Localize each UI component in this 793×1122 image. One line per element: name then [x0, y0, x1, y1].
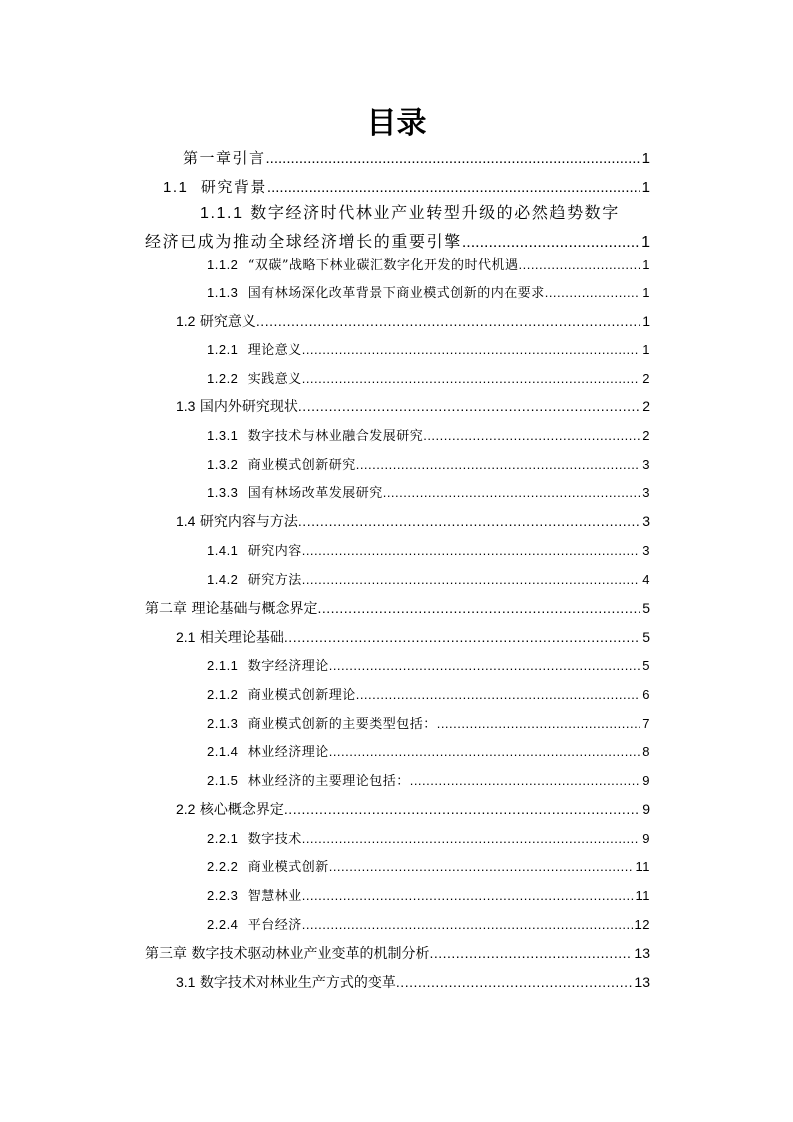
- toc-page-number: 1: [641, 234, 650, 251]
- toc-leader-dots: [284, 629, 640, 645]
- toc-page-number: 1: [641, 179, 650, 196]
- toc-entry-1-2-1[interactable]: [207, 339, 650, 358]
- toc-leader-dots: [462, 234, 639, 252]
- toc-leader-dots: [396, 974, 633, 990]
- toc-entry-text: 实践意义: [247, 372, 302, 387]
- toc-page-number: 1: [642, 342, 650, 357]
- toc-entry-1-3-2[interactable]: [207, 454, 650, 473]
- toc-page-number: 13: [634, 974, 650, 990]
- toc-leader-dots: [410, 773, 641, 788]
- toc-entry-number: 1.1.2: [207, 257, 239, 272]
- toc-entry-2-1-3[interactable]: [207, 713, 650, 732]
- toc-leader-dots: [518, 257, 640, 272]
- toc-entry-text: 国有林场深化改革背景下商业模式创新的内在要求: [247, 286, 545, 301]
- toc-entry-number: 1.1.3: [207, 285, 239, 300]
- toc-entry-1-4-2[interactable]: [207, 569, 650, 588]
- toc-leader-dots: [302, 543, 641, 558]
- toc-entry-text: 商业模式创新理论: [247, 688, 356, 703]
- toc-entry-1-1-2[interactable]: [207, 254, 650, 273]
- toc-leader-dots: [302, 917, 633, 932]
- toc-page-number: 9: [642, 801, 650, 817]
- toc-leader-dots: [317, 600, 640, 616]
- toc-entry-text: 商业模式创新研究: [247, 458, 356, 473]
- toc-page-number: 11: [635, 888, 650, 903]
- toc-leader-dots: [437, 716, 641, 731]
- toc-entry-text: 相关理论基础: [199, 630, 284, 646]
- toc-page-number: 5: [642, 629, 650, 645]
- toc-entry-text: 数字技术与林业融合发展研究: [247, 429, 424, 444]
- toc-entry-number: 1.4: [176, 513, 196, 529]
- toc-entry-number: 2.2.3: [207, 888, 239, 903]
- toc-entry-number: 1.4.2: [207, 572, 239, 587]
- toc-leader-dots: [298, 513, 640, 529]
- toc-leader-dots: [298, 398, 640, 414]
- toc-page-number: 3: [642, 485, 650, 500]
- toc-entry-number: 1.1: [163, 179, 189, 196]
- toc-entry-1-3[interactable]: [176, 396, 650, 416]
- toc-leader-dots: [302, 371, 641, 386]
- toc-entry-text: 数字技术对林业生产方式的变革: [199, 975, 396, 991]
- toc-leader-dots: [329, 658, 641, 673]
- toc-page-number: 2: [642, 398, 650, 414]
- toc-entry-text: 第一章引言: [183, 149, 266, 167]
- toc-entry-number: 2.2.2: [207, 859, 239, 874]
- toc-entry-3-1[interactable]: [176, 972, 650, 992]
- toc-entry-number: 3.1: [176, 974, 196, 990]
- toc-entry-chapter-1[interactable]: [183, 147, 650, 168]
- toc-entry-text: 林业经济理论: [247, 745, 329, 760]
- toc-entry-number: 1.2.2: [207, 371, 239, 386]
- toc-leader-dots: [423, 428, 640, 443]
- toc-leader-dots: [356, 457, 641, 472]
- toc-page-number: 2: [642, 428, 650, 443]
- toc-page-number: 1: [642, 313, 650, 329]
- toc-page-number: 3: [642, 543, 650, 558]
- toc-entry-2-2-1[interactable]: [207, 828, 650, 847]
- toc-leader-dots: [302, 831, 641, 846]
- toc-entry-number: 2.1.1: [207, 658, 239, 673]
- toc-entry-2-2-4[interactable]: [207, 914, 650, 933]
- toc-entry-number: 1.3: [176, 398, 196, 414]
- toc-entry-number: 2.2.4: [207, 917, 239, 932]
- toc-entry-text: 智慧林业: [247, 889, 302, 904]
- toc-page-number: 8: [642, 744, 650, 759]
- toc-page-number: 9: [642, 831, 650, 846]
- toc-entry-text: 研究方法: [247, 573, 302, 588]
- toc-page-number: 7: [642, 716, 650, 731]
- toc-leader-dots: [329, 744, 641, 759]
- toc-page-number: 3: [642, 457, 650, 472]
- toc-entry-2-2-3[interactable]: [207, 885, 650, 904]
- toc-entry-number: 2.1: [176, 629, 196, 645]
- toc-entry-text: 国有林场改革发展研究: [247, 486, 383, 501]
- toc-entry-chapter-2[interactable]: [145, 598, 650, 618]
- toc-entry-1-1-3[interactable]: [207, 282, 650, 301]
- toc-entry-2-1-5[interactable]: [207, 770, 650, 789]
- toc-entry-text: 核心概念界定: [199, 802, 284, 818]
- toc-leader-dots: [266, 150, 640, 167]
- toc-entry-text: “双碳”战略下林业碳汇数字化开发的时代机遇: [247, 258, 519, 273]
- toc-page-number: 1: [641, 150, 650, 167]
- toc-entry-number: 1.3.2: [207, 457, 239, 472]
- toc-entry-text: 平台经济: [247, 918, 302, 933]
- toc-entry-number: 1.2.1: [207, 342, 239, 357]
- toc-leader-dots: [429, 945, 632, 961]
- toc-page-number: 1: [642, 257, 650, 272]
- toc-leader-dots: [256, 313, 640, 329]
- toc-leader-dots: [302, 342, 641, 357]
- toc-entry-number: 2.1.2: [207, 687, 239, 702]
- toc-leader-dots: [302, 888, 634, 903]
- toc-page-number: 9: [642, 773, 650, 788]
- toc-entry-number: 2.1.3: [207, 716, 239, 731]
- toc-entry-number: 2.1.5: [207, 773, 239, 788]
- toc-entry-number: 1.4.1: [207, 543, 239, 558]
- toc-page-number: 12: [634, 917, 650, 932]
- toc-entry-number: 1.1.1: [200, 205, 244, 222]
- toc-leader-dots: [545, 285, 641, 300]
- toc-entry-text: 商业模式创新的主要类型包括：: [247, 717, 437, 732]
- toc-entry-2-2[interactable]: [176, 799, 650, 819]
- toc-entry-1-3-3[interactable]: [207, 482, 650, 501]
- toc-entry-number: 1.2: [176, 313, 196, 329]
- toc-page-number: 4: [642, 572, 650, 587]
- toc-leader-dots: [267, 179, 640, 196]
- toc-entry-1-4[interactable]: [176, 511, 650, 531]
- toc-entry-number: 1.3.3: [207, 485, 239, 500]
- toc-entry-1-2-2[interactable]: [207, 368, 650, 387]
- toc-leader-dots: [284, 801, 640, 817]
- toc-entry-text: 理论意义: [247, 343, 302, 358]
- toc-page-number: 5: [642, 600, 650, 616]
- toc-page-number: 5: [642, 658, 650, 673]
- toc-entry-2-2-2[interactable]: [207, 856, 650, 875]
- toc-title: 目录: [366, 106, 427, 141]
- toc-leader-dots: [356, 687, 641, 702]
- toc-page-number: 6: [642, 687, 650, 702]
- toc-entry-text: 国内外研究现状: [199, 399, 298, 415]
- toc-entry-2-1-1[interactable]: [207, 655, 650, 674]
- toc-entry-text: 商业模式创新: [247, 860, 329, 875]
- toc-page-number: 13: [634, 945, 650, 961]
- toc-entry-1-1[interactable]: [163, 176, 650, 197]
- toc-entry-text-continued: 经济已成为推动全球经济增长的重要引擎: [145, 232, 462, 251]
- toc-page-number: 11: [635, 859, 650, 874]
- toc-entry-1-1-1-line2[interactable]: [145, 229, 650, 252]
- toc-leader-dots: [302, 572, 641, 587]
- toc-entry-text: 第三章 数字技术驱动林业产业变革的机制分析: [145, 946, 430, 962]
- toc-entry-text: 研究内容与方法: [199, 514, 298, 530]
- toc-entry-text: 研究内容: [247, 544, 302, 559]
- toc-entry-text: 研究意义: [199, 314, 256, 330]
- toc-entry-text: 数字技术: [247, 832, 302, 847]
- toc-page-number: 3: [642, 513, 650, 529]
- toc-entry-1-1-1-line1[interactable]: [200, 200, 620, 223]
- toc-entry-1-4-1[interactable]: [207, 540, 650, 559]
- toc-entry-2-1-4[interactable]: [207, 741, 650, 760]
- toc-entry-number: 2.1.4: [207, 744, 239, 759]
- toc-entry-text: 数字经济理论: [247, 659, 329, 674]
- toc-entry-1-3-1[interactable]: [207, 425, 650, 444]
- toc-entry-number: 2.2: [176, 801, 196, 817]
- toc-entry-2-1[interactable]: [176, 627, 650, 647]
- toc-entry-text: 第二章 理论基础与概念界定: [145, 601, 318, 617]
- toc-page-number: 2: [642, 371, 650, 386]
- toc-entry-number: 2.2.1: [207, 831, 239, 846]
- toc-entry-text: 研究背景: [200, 178, 267, 196]
- toc-page-number: 1: [642, 285, 650, 300]
- toc-entry-1-2[interactable]: [176, 311, 650, 331]
- toc-entry-2-1-2[interactable]: [207, 684, 650, 703]
- toc-leader-dots: [329, 859, 634, 874]
- toc-entry-text: 林业经济的主要理论包括：: [247, 774, 410, 789]
- toc-entry-number: 1.3.1: [207, 428, 239, 443]
- toc-leader-dots: [383, 485, 641, 500]
- toc-entry-chapter-3[interactable]: [145, 943, 650, 963]
- toc-entry-text: 数字经济时代林业产业转型升级的必然趋势数字: [250, 203, 620, 222]
